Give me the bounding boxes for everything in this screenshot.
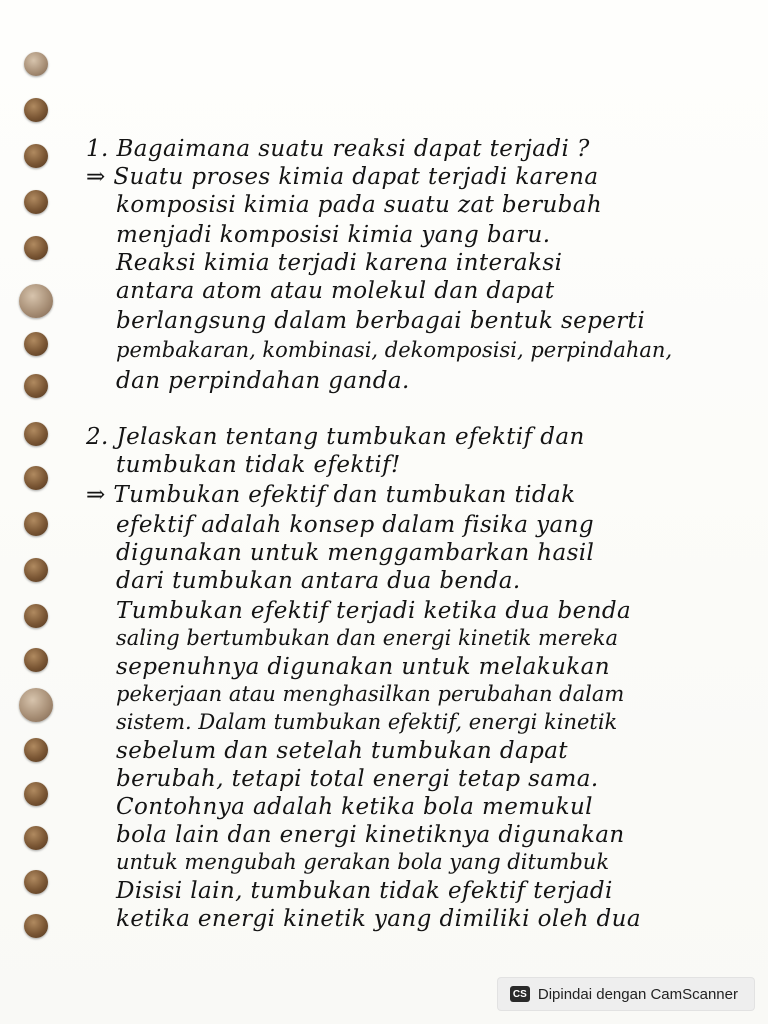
binder-hole <box>24 144 48 168</box>
binder-hole <box>24 558 48 582</box>
binder-hole <box>24 332 48 356</box>
binder-hole <box>19 688 53 722</box>
note-line: sepenuhnya digunakan untuk melakukan <box>116 654 610 680</box>
camscanner-icon: CS <box>510 986 530 1002</box>
binder-holes <box>24 52 54 952</box>
note-line: antara atom atau molekul dan dapat <box>116 278 555 304</box>
note-line: Reaksi kimia terjadi karena interaksi <box>116 250 563 276</box>
note-line: berubah, tetapi total energi tetap sama. <box>116 766 599 792</box>
note-line: bola lain dan energi kinetiknya digunakan <box>116 822 625 848</box>
note-line: untuk mengubah gerakan bola yang ditumbuk <box>116 850 610 874</box>
binder-hole <box>24 782 48 806</box>
binder-hole <box>24 190 48 214</box>
binder-hole <box>24 648 48 672</box>
binder-hole <box>24 422 48 446</box>
note-line: ⇒ Tumbukan efektif dan tumbukan tidak <box>86 482 576 508</box>
binder-hole <box>24 826 48 850</box>
binder-hole <box>24 236 48 260</box>
binder-hole <box>24 738 48 762</box>
binder-hole <box>24 52 48 76</box>
binder-hole <box>24 914 48 938</box>
note-line: ⇒ Suatu proses kimia dapat terjadi karena <box>86 164 599 190</box>
note-line: 1. Bagaimana suatu reaksi dapat terjadi ? <box>86 136 590 162</box>
note-line: tumbukan tidak efektif! <box>116 452 401 478</box>
note-line: sebelum dan setelah tumbukan dapat <box>116 738 568 764</box>
note-line: Disisi lain, tumbukan tidak efektif terjadi <box>116 878 613 904</box>
note-line: sistem. Dalam tumbukan efektif, energi kinetik <box>116 710 618 734</box>
binder-hole <box>24 98 48 122</box>
note-line: berlangsung dalam berbagai bentuk seperti <box>116 308 646 334</box>
note-line: digunakan untuk menggambarkan hasil <box>116 540 595 566</box>
camscanner-label: Dipindai dengan CamScanner <box>537 985 738 1003</box>
note-line: saling bertumbukan dan energi kinetik mereka <box>116 626 618 650</box>
note-line: menjadi komposisi kimia yang baru. <box>116 222 551 248</box>
note-line: pekerjaan atau menghasilkan perubahan dalam <box>116 682 625 706</box>
note-line: dari tumbukan antara dua benda. <box>116 568 521 594</box>
note-line: 2. Jelaskan tentang tumbukan efektif dan <box>86 424 585 450</box>
binder-hole <box>24 466 48 490</box>
note-line: Contohnya adalah ketika bola memukul <box>116 794 593 820</box>
binder-hole <box>24 870 48 894</box>
note-line: dan perpindahan ganda. <box>116 368 410 394</box>
binder-hole <box>19 284 53 318</box>
binder-hole <box>24 604 48 628</box>
note-line: komposisi kimia pada suatu zat berubah <box>116 192 603 218</box>
note-line: efektif adalah konsep dalam fisika yang <box>116 512 594 538</box>
camscanner-watermark <box>498 978 754 1010</box>
binder-hole <box>24 374 48 398</box>
note-line: ketika energi kinetik yang dimiliki oleh dua <box>116 906 641 932</box>
binder-hole <box>24 512 48 536</box>
note-line: pembakaran, kombinasi, dekomposisi, perpindahan, <box>116 338 673 362</box>
note-line: Tumbukan efektif terjadi ketika dua benda <box>116 598 632 624</box>
